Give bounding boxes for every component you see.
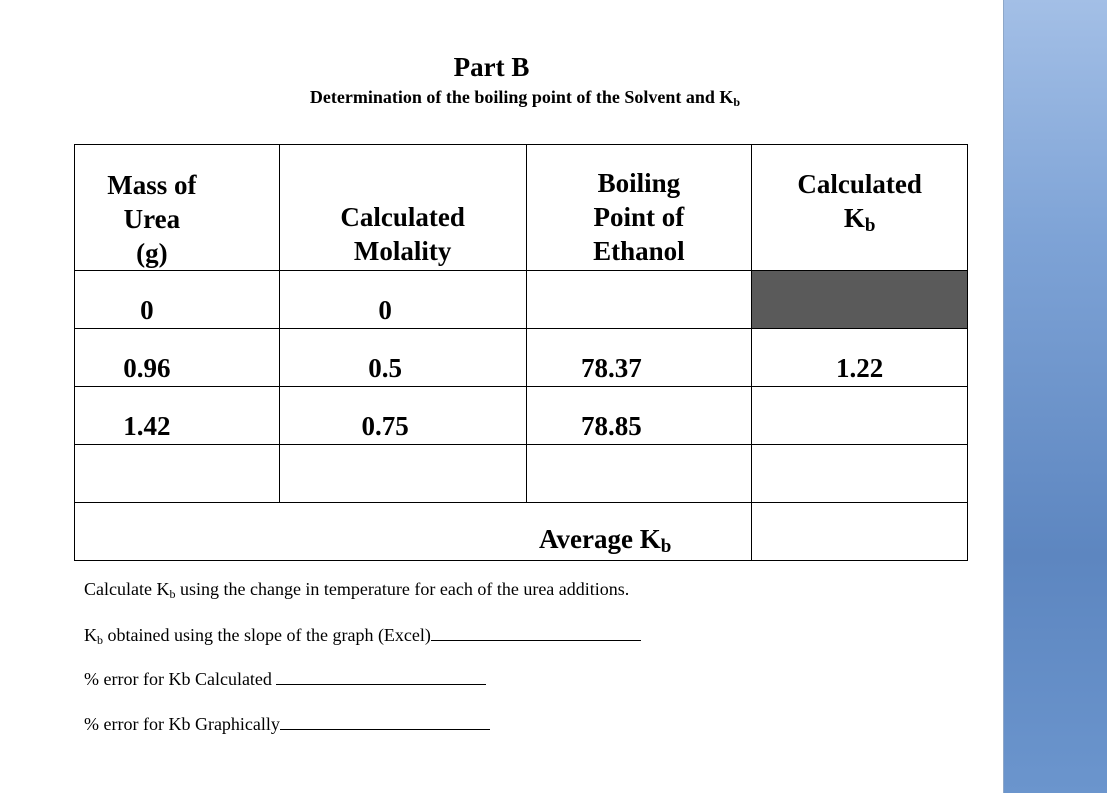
error-calculated-blank[interactable] [276,668,486,685]
header-mass-line1: Mass of [107,170,197,200]
instruction-kb-slope [84,624,641,651]
header-mass-of-urea [75,145,280,271]
boiling-point-table [74,144,968,561]
note1-post: using the change in temperature for each of the urea additions. [175,579,630,599]
header-kb-letter: K [843,203,865,233]
cell-molality[interactable] [279,271,526,329]
header-kb-line2 [752,201,967,243]
header-mass-line3: (g) [136,238,168,268]
kb-slope-blank[interactable] [431,624,641,641]
cell-boiling-point[interactable] [526,329,752,387]
cell-molality[interactable] [279,329,526,387]
cell-boiling-value: 78.85 [581,411,642,441]
table-row [75,271,968,329]
cell-molality[interactable] [279,387,526,445]
average-kb-text: Average K [539,524,661,554]
cell-kb[interactable] [752,329,968,387]
instruction-calculate-kb [84,578,629,605]
cell-boiling-value: 78.37 [581,353,642,383]
table-row [75,445,968,503]
cell-mass-value: 0 [140,295,154,325]
cell-mass[interactable] [75,445,280,503]
average-kb-label-cell [75,503,752,561]
average-kb-label [75,524,751,560]
cell-molality-value: 0.75 [361,411,409,441]
header-mass-line2: Urea [123,204,181,234]
table-header-row [75,145,968,271]
cell-molality-value: 0.5 [368,353,402,383]
note1-subscript: b [169,587,176,601]
subtitle-subscript: b [733,95,741,109]
cell-kb[interactable] [752,387,968,445]
header-calculated-molality [279,145,526,271]
note1-pre: Calculate K [84,579,170,599]
cell-kb[interactable] [752,445,968,503]
cell-boiling-point[interactable] [526,445,752,503]
header-boiling-point [526,145,752,271]
table-row [75,387,968,445]
note2-subscript: b [97,633,103,647]
cell-mass-value: 0.96 [123,353,171,383]
cell-molality[interactable] [279,445,526,503]
average-kb-value [752,558,967,560]
part-subtitle [0,87,1050,110]
header-boiling-line3: Ethanol [593,236,685,266]
header-molality-line2: Molality [353,236,452,266]
subtitle-text: Determination of the boiling point of the Solvent and K [309,87,734,107]
note2-post: obtained using the slope of the graph (Excel) [103,625,431,645]
cell-mass[interactable] [75,387,280,445]
instruction-error-graphically [84,713,490,735]
header-boiling-line2: Point of [593,202,685,232]
cell-boiling-point[interactable] [526,271,752,329]
note2-pre: K [84,625,97,645]
part-title: Part B [453,52,530,82]
header-boiling-line1: Boiling [597,168,681,198]
cell-boiling-point[interactable] [526,387,752,445]
table-row [75,329,968,387]
cell-molality-value: 0 [378,295,392,325]
header-kb-subscript: b [864,215,876,236]
header-kb-line1: Calculated [797,169,922,199]
average-kb-value-cell[interactable] [752,503,968,561]
average-kb-subscript: b [660,536,672,557]
instruction-error-calculated [84,668,486,690]
cell-kb-shaded [752,271,968,329]
header-calculated-kb [752,145,968,271]
header-molality-line1: Calculated [340,202,465,232]
side-panel [1003,0,1107,793]
cell-mass[interactable] [75,329,280,387]
cell-mass-value: 1.42 [123,411,171,441]
note4-text: % error for Kb Graphically [84,714,280,734]
note3-text: % error for Kb Calculated [84,669,277,689]
error-graphically-blank[interactable] [280,713,490,730]
cell-kb-value: 1.22 [836,353,884,383]
cell-mass[interactable] [75,271,280,329]
average-kb-row [75,503,968,561]
